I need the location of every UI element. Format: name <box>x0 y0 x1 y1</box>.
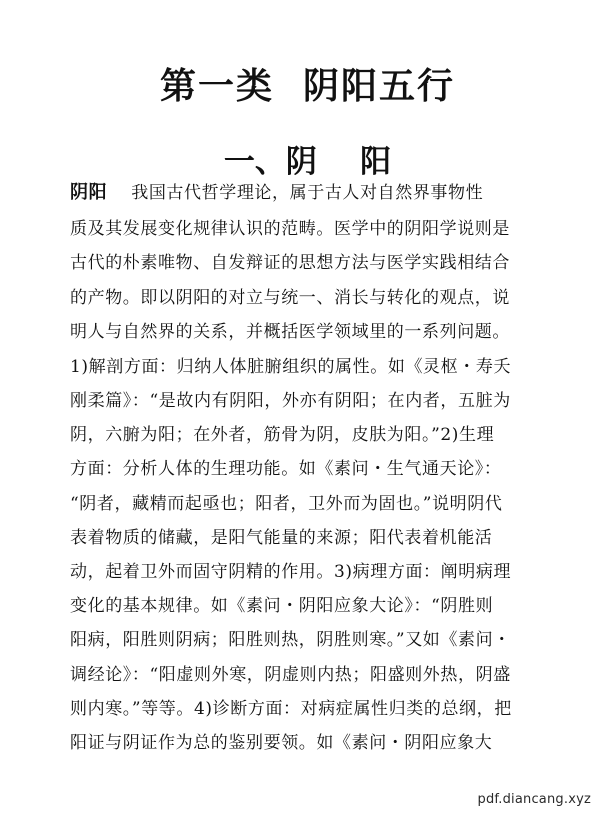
body-line: 方面：分析人体的生理功能。如《素问・生气通天论》： <box>70 459 502 479</box>
entry-term: 阴阳 <box>70 182 108 203</box>
watermark-text: pdf.diancang.xyz <box>477 792 591 807</box>
body-line: “阴者，藏精而起亟也；阳者，卫外而为固也。”说明阴代 <box>70 494 503 514</box>
body-line: 1)解剖方面：归纳人体脏腑组织的属性。如《灵枢・寿夭 <box>70 357 512 377</box>
section-title: 一、阴 阳 <box>223 144 392 180</box>
body-line: 调经论》：“阳虚则外寒，阴虚则内热；阳盛则外热，阴盛 <box>70 665 511 685</box>
body-line: 质及其发展变化规律认识的范畴。医学中的阴阳学说则是 <box>70 219 510 239</box>
body-line: 动，起着卫外而固守阴精的作用。3)病理方面：阐明病理 <box>70 562 512 582</box>
body-line: 阳证与阴证作为总的鉴别要领。如《素问・阴阳应象大 <box>70 733 493 753</box>
body-line: 阴，六腑为阳；在外者，筋骨为阴，皮肤为阳。”2)生理 <box>70 425 495 445</box>
body-line: 的产物。即以阴阳的对立与统一、消长与转化的观点，说 <box>70 288 510 308</box>
body-line: 表着物质的储藏，是阳气能量的来源；阳代表着机能活 <box>70 528 493 548</box>
entry-first-line <box>70 183 570 203</box>
body-line: 刚柔篇》：“是故内有阴阳，外亦有阴阳；在内者，五脏为 <box>70 391 511 411</box>
body-line: 我国古代哲学理论，属于古人对自然界事物性 <box>131 183 484 203</box>
body-line: 变化的基本规律。如《素问・阴阳应象大论》：“阴胜则 <box>70 596 494 616</box>
body-line: 古代的朴素唯物、自发辩证的思想方法与医学实践相结合 <box>70 253 510 273</box>
chapter-title: 第一类 阴阳五行 <box>159 65 456 107</box>
body-line: 阳病，阳胜则阴病；阳胜则热，阴胜则寒。”又如《素问・ <box>70 630 511 650</box>
body-line: 则内寒。”等等。4)诊断方面：对病症属性归类的总纲，把 <box>70 699 512 719</box>
body-line: 明人与自然界的关系，并概括医学领域里的一系列问题。 <box>70 322 510 342</box>
